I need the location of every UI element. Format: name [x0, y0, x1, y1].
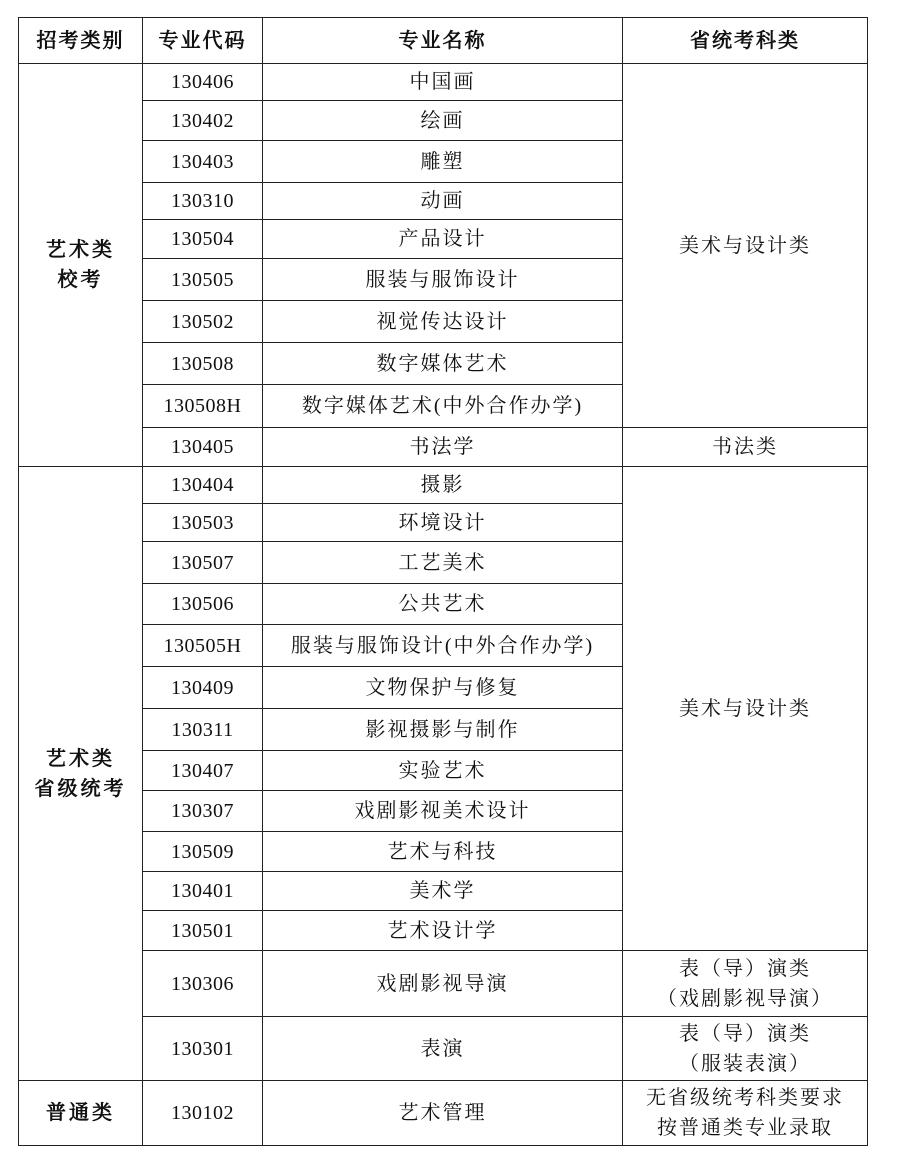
header-exam-type: 省统考科类 — [623, 18, 868, 64]
major-code: 130102 — [143, 1081, 263, 1146]
exam-type-line: 表（导）演类 — [679, 957, 811, 980]
major-code: 130501 — [143, 911, 263, 951]
header-code: 专业代码 — [143, 18, 263, 64]
category-line: 艺术类 — [46, 239, 115, 261]
major-name: 戏剧影视导演 — [263, 951, 623, 1017]
header-row — [19, 18, 868, 64]
major-name: 中国画 — [263, 64, 623, 101]
major-name: 动画 — [263, 183, 623, 220]
major-code: 130401 — [143, 872, 263, 911]
table-row — [19, 1017, 868, 1081]
major-name: 雕塑 — [263, 141, 623, 183]
table-row — [19, 467, 868, 504]
exam-type — [623, 951, 868, 1017]
category-line: 省级统考 — [34, 777, 127, 800]
major-code: 130405 — [143, 428, 263, 467]
exam-type-line: 按普通类专业录取 — [657, 1117, 833, 1139]
table-row — [19, 428, 868, 467]
major-code: 130505 — [143, 259, 263, 301]
exam-type: 美术与设计类 — [623, 64, 868, 428]
major-name: 书法学 — [263, 428, 623, 467]
major-code: 130409 — [143, 667, 263, 709]
major-name: 视觉传达设计 — [263, 301, 623, 343]
header-category: 招考类别 — [19, 18, 143, 64]
table-row — [19, 64, 868, 101]
major-name: 工艺美术 — [263, 542, 623, 584]
major-code: 130507 — [143, 542, 263, 584]
major-name: 艺术与科技 — [263, 832, 623, 872]
major-name: 文物保护与修复 — [263, 667, 623, 709]
major-code: 130509 — [143, 832, 263, 872]
major-code: 130505H — [143, 625, 263, 667]
major-code: 130506 — [143, 584, 263, 625]
major-name: 绘画 — [263, 101, 623, 141]
major-code: 130310 — [143, 183, 263, 220]
exam-type — [623, 1081, 868, 1146]
category-general — [19, 1081, 143, 1146]
exam-type-line: 无省级统考科类要求 — [646, 1087, 844, 1109]
major-code: 130403 — [143, 141, 263, 183]
exam-type — [623, 1017, 868, 1081]
major-code: 130503 — [143, 504, 263, 542]
header-name: 专业名称 — [263, 18, 623, 64]
exam-type-line: （戏剧影视导演） — [657, 987, 833, 1010]
category-provincial-exam — [19, 467, 143, 1081]
major-table — [18, 17, 868, 1146]
major-code: 130301 — [143, 1017, 263, 1081]
major-name: 实验艺术 — [263, 751, 623, 791]
category-line: 校考 — [57, 269, 104, 291]
major-name: 影视摄影与制作 — [263, 709, 623, 751]
exam-type: 书法类 — [623, 428, 868, 467]
major-name: 服装与服饰设计 — [263, 259, 623, 301]
major-name: 摄影 — [263, 467, 623, 504]
major-code: 130508H — [143, 385, 263, 428]
category-line: 普通类 — [46, 1102, 115, 1124]
major-code: 130311 — [143, 709, 263, 751]
major-name: 表演 — [263, 1017, 623, 1081]
major-name: 数字媒体艺术(中外合作办学) — [263, 385, 623, 428]
major-code: 130402 — [143, 101, 263, 141]
major-name: 环境设计 — [263, 504, 623, 542]
table-row — [19, 951, 868, 1017]
exam-type-line: 表（导）演类 — [679, 1022, 811, 1045]
major-name: 美术学 — [263, 872, 623, 911]
major-code: 130404 — [143, 467, 263, 504]
category-school-exam — [19, 64, 143, 467]
major-name: 产品设计 — [263, 220, 623, 259]
major-name: 艺术管理 — [263, 1081, 623, 1146]
exam-type-line: （服装表演） — [679, 1052, 811, 1075]
major-code: 130406 — [143, 64, 263, 101]
major-name: 艺术设计学 — [263, 911, 623, 951]
major-code: 130407 — [143, 751, 263, 791]
major-name: 公共艺术 — [263, 584, 623, 625]
major-code: 130502 — [143, 301, 263, 343]
category-line: 艺术类 — [46, 747, 115, 770]
major-code: 130306 — [143, 951, 263, 1017]
major-code: 130508 — [143, 343, 263, 385]
major-code: 130504 — [143, 220, 263, 259]
major-code: 130307 — [143, 791, 263, 832]
major-name: 数字媒体艺术 — [263, 343, 623, 385]
major-name: 服装与服饰设计(中外合作办学) — [263, 625, 623, 667]
table-row — [19, 1081, 868, 1146]
exam-type: 美术与设计类 — [623, 467, 868, 951]
major-name: 戏剧影视美术设计 — [263, 791, 623, 832]
